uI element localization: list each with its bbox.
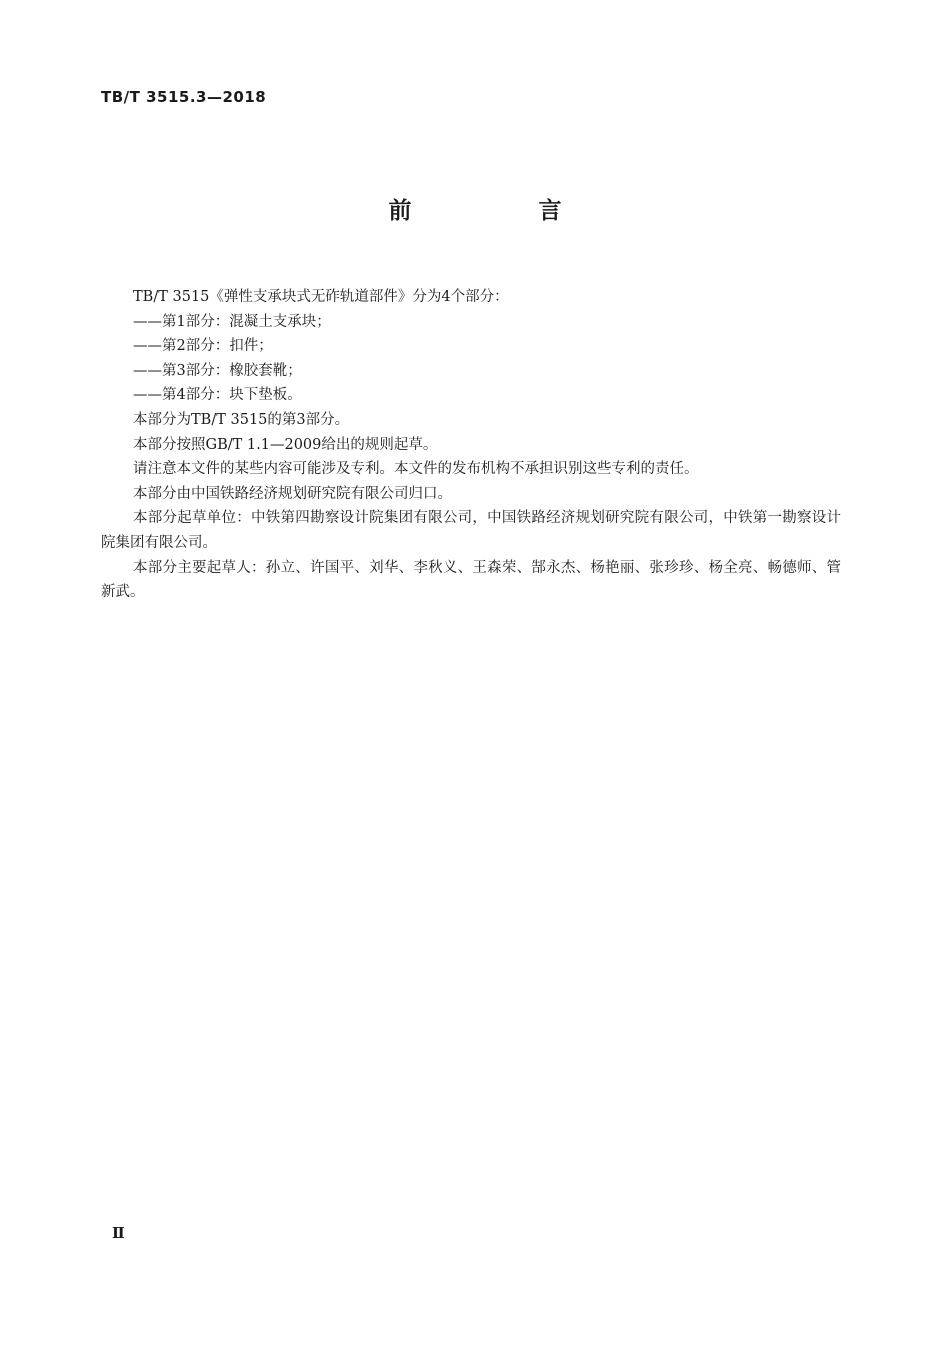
paragraph-drafters: 本部分主要起草人：孙立、许国平、刘华、李秋义、王森荣、郜永杰、杨艳丽、张珍珍、杨全亮、畅德师、管新武。 [101,559,841,601]
intro-paragraph: TB/T 3515《弹性支承块式无砟轨道部件》分为4个部分： [133,289,509,305]
paragraph-drafting-rules: 本部分按照GB/T 1.1—2009给出的规则起草。 [133,436,438,453]
part-list-item: ——第4部分：块下垫板。 [133,387,302,404]
page-title: 前 言 [388,198,614,224]
paragraph-patent-notice: 请注意本文件的某些内容可能涉及专利。本文件的发布机构不承担识别这些专利的责任。 [133,461,699,478]
standard-code: TB/T 3515.3—2018 [101,88,267,106]
part-list-item: ——第3部分：橡胶套靴； [133,362,302,379]
paragraph-responsible-org: 本部分由中国铁路经济规划研究院有限公司归口。 [133,485,452,502]
document-body [101,285,841,605]
page-number: Ⅱ [112,1224,125,1242]
paragraph-drafting-units: 本部分起草单位：中铁第四勘察设计院集团有限公司，中国铁路经济规划研究院有限公司，中铁第一勘察设计院集团有限公司。 [101,510,841,551]
part-list-item: ——第2部分：扣件； [133,338,273,355]
part-list-item: ——第1部分：混凝土支承块； [133,313,331,330]
paragraph-part-statement: 本部分为TB/T 3515的第3部分。 [133,411,350,428]
